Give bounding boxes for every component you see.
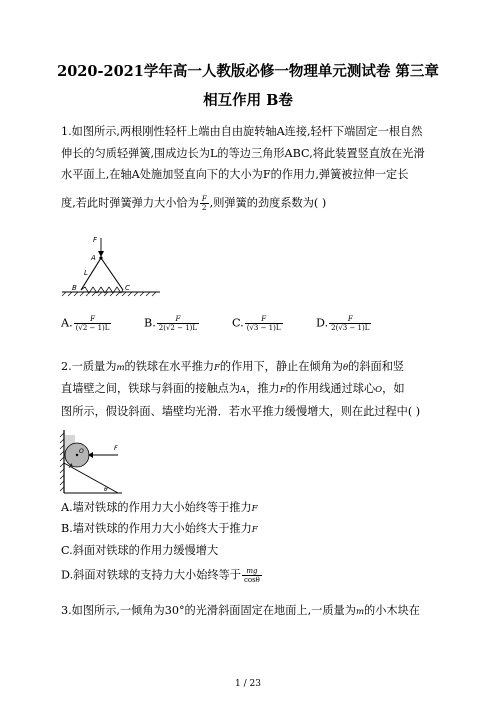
q2-text: 的作用线通过球心 bbox=[285, 382, 376, 395]
fraction-denominator: 2 bbox=[202, 204, 207, 212]
q1-line1: 1.如图所示,两根刚性轻杆上端由自由旋转轴A连接,轻杆下端固定一根自然 bbox=[61, 125, 423, 138]
option-text: A.墙对铁球的作用力大小始终等于推力 bbox=[61, 501, 252, 514]
fraction-numerator: F bbox=[157, 315, 199, 324]
fraction-numerator: F bbox=[201, 195, 207, 203]
q2-text: 的斜面和竖 bbox=[348, 360, 405, 373]
fraction-denominator: cosθ bbox=[243, 576, 260, 584]
fraction-denominator: 2(√2 − 1)L bbox=[158, 324, 198, 332]
option-fraction bbox=[74, 315, 112, 332]
q1-line4 bbox=[61, 195, 326, 212]
option-text: B.墙对铁球的作用力大小始终大于推力 bbox=[61, 522, 252, 535]
var-f: F bbox=[214, 363, 220, 373]
q2-option-a[interactable] bbox=[61, 500, 258, 517]
q1-line2: 伸长的匀质轻弹簧,围成边长为L的等边三角形ABC,将此装置竖直放在光滑 bbox=[61, 147, 425, 160]
q2-text: ，如 bbox=[382, 382, 405, 395]
q1-fig-label-l: L bbox=[84, 269, 88, 277]
q3-text: 的小木块在 bbox=[364, 604, 420, 617]
page-number: 1 / 23 bbox=[235, 679, 261, 689]
option-fraction bbox=[157, 315, 199, 332]
option-text: D.斜面对铁球的支持力大小始终等于 bbox=[61, 568, 241, 582]
document-title-line2: 相互作用 B卷 bbox=[203, 92, 293, 109]
q2-text: ，推力 bbox=[246, 382, 280, 395]
fraction-denominator: 2(√3 − 1)L bbox=[331, 324, 370, 332]
option-fraction bbox=[329, 315, 371, 332]
var-theta: θ bbox=[343, 363, 349, 373]
q1-option-a[interactable] bbox=[61, 315, 112, 332]
q2-option-c[interactable]: C.斜面对铁球的作用力缓慢增大 bbox=[61, 544, 219, 557]
q2-option-b[interactable] bbox=[61, 521, 258, 538]
q2-line1 bbox=[61, 359, 404, 376]
q2-fig-label-theta: θ bbox=[104, 486, 108, 493]
fraction-numerator: F bbox=[329, 315, 371, 324]
var-f: F bbox=[251, 504, 258, 514]
fraction-denominator: (√2 − 1)L bbox=[75, 324, 110, 332]
q2-text: 直墙壁之间，铁球与斜面的接触点为 bbox=[61, 382, 241, 395]
q1-fig-label-a: A bbox=[91, 254, 96, 262]
var-o: O bbox=[375, 385, 383, 395]
q1-fig-label-f: F bbox=[93, 236, 98, 244]
q2-text: 的铁球在水平推力 bbox=[124, 360, 215, 373]
fraction-denominator: (√3 − 1)L bbox=[246, 324, 281, 332]
q2-text: 的作用下，静止在倾角为 bbox=[219, 360, 343, 373]
q3-text: 3.如图所示,一倾角为30°的光滑斜面固定在地面上,一质量为 bbox=[61, 604, 356, 617]
document-title-line1: 2020-2021学年高一人教版必修一物理单元测试卷 第三章 bbox=[57, 63, 439, 80]
q2-text: 2.一质量为 bbox=[61, 360, 117, 373]
q1-fig-label-b: B bbox=[72, 284, 77, 292]
q2-fig-label-f: F bbox=[114, 444, 118, 452]
option-label: A. bbox=[61, 316, 73, 330]
fraction-numerator: mg bbox=[242, 567, 262, 576]
q2-line2 bbox=[61, 381, 405, 398]
var-f: F bbox=[251, 525, 258, 535]
var-m: m bbox=[355, 607, 364, 617]
option-label: B. bbox=[144, 316, 156, 330]
option-fraction bbox=[242, 567, 262, 584]
q2-fig-label-o: O bbox=[79, 448, 84, 455]
q1-triangle-figure bbox=[60, 230, 170, 310]
var-a: A bbox=[240, 385, 247, 395]
option-label: C. bbox=[232, 316, 244, 330]
q1-option-d[interactable] bbox=[316, 315, 372, 332]
q3-line1 bbox=[61, 603, 420, 620]
q2-line3: 图所示，假设斜面、墙壁均光滑．若水平推力缓慢增大，则在此过程中( ) bbox=[61, 405, 421, 418]
fraction-numerator: F bbox=[74, 315, 112, 324]
q1-line4-tail: ,则弹簧的劲度系数为( ) bbox=[209, 196, 327, 210]
q2-option-d[interactable] bbox=[61, 567, 263, 584]
q1-option-b[interactable] bbox=[144, 315, 200, 332]
q1-option-c[interactable] bbox=[232, 315, 284, 332]
q1-half-f-fraction bbox=[200, 195, 209, 212]
var-f: F bbox=[279, 385, 286, 395]
q2-ball-incline-figure bbox=[56, 427, 126, 497]
q1-line3: 水平面上,在轴A处施加竖直向下的大小为F的作用力,弹簧被拉伸一定长 bbox=[61, 168, 409, 181]
q1-fig-label-c: C bbox=[125, 284, 130, 292]
var-m: m bbox=[116, 363, 125, 373]
option-label: D. bbox=[316, 316, 329, 330]
q2-fig-label-a: A bbox=[69, 463, 74, 470]
option-fraction bbox=[245, 315, 283, 332]
fraction-numerator: F bbox=[245, 315, 283, 324]
q1-line4-text: 度,若此时弹簧弹力大小恰为 bbox=[61, 196, 199, 210]
